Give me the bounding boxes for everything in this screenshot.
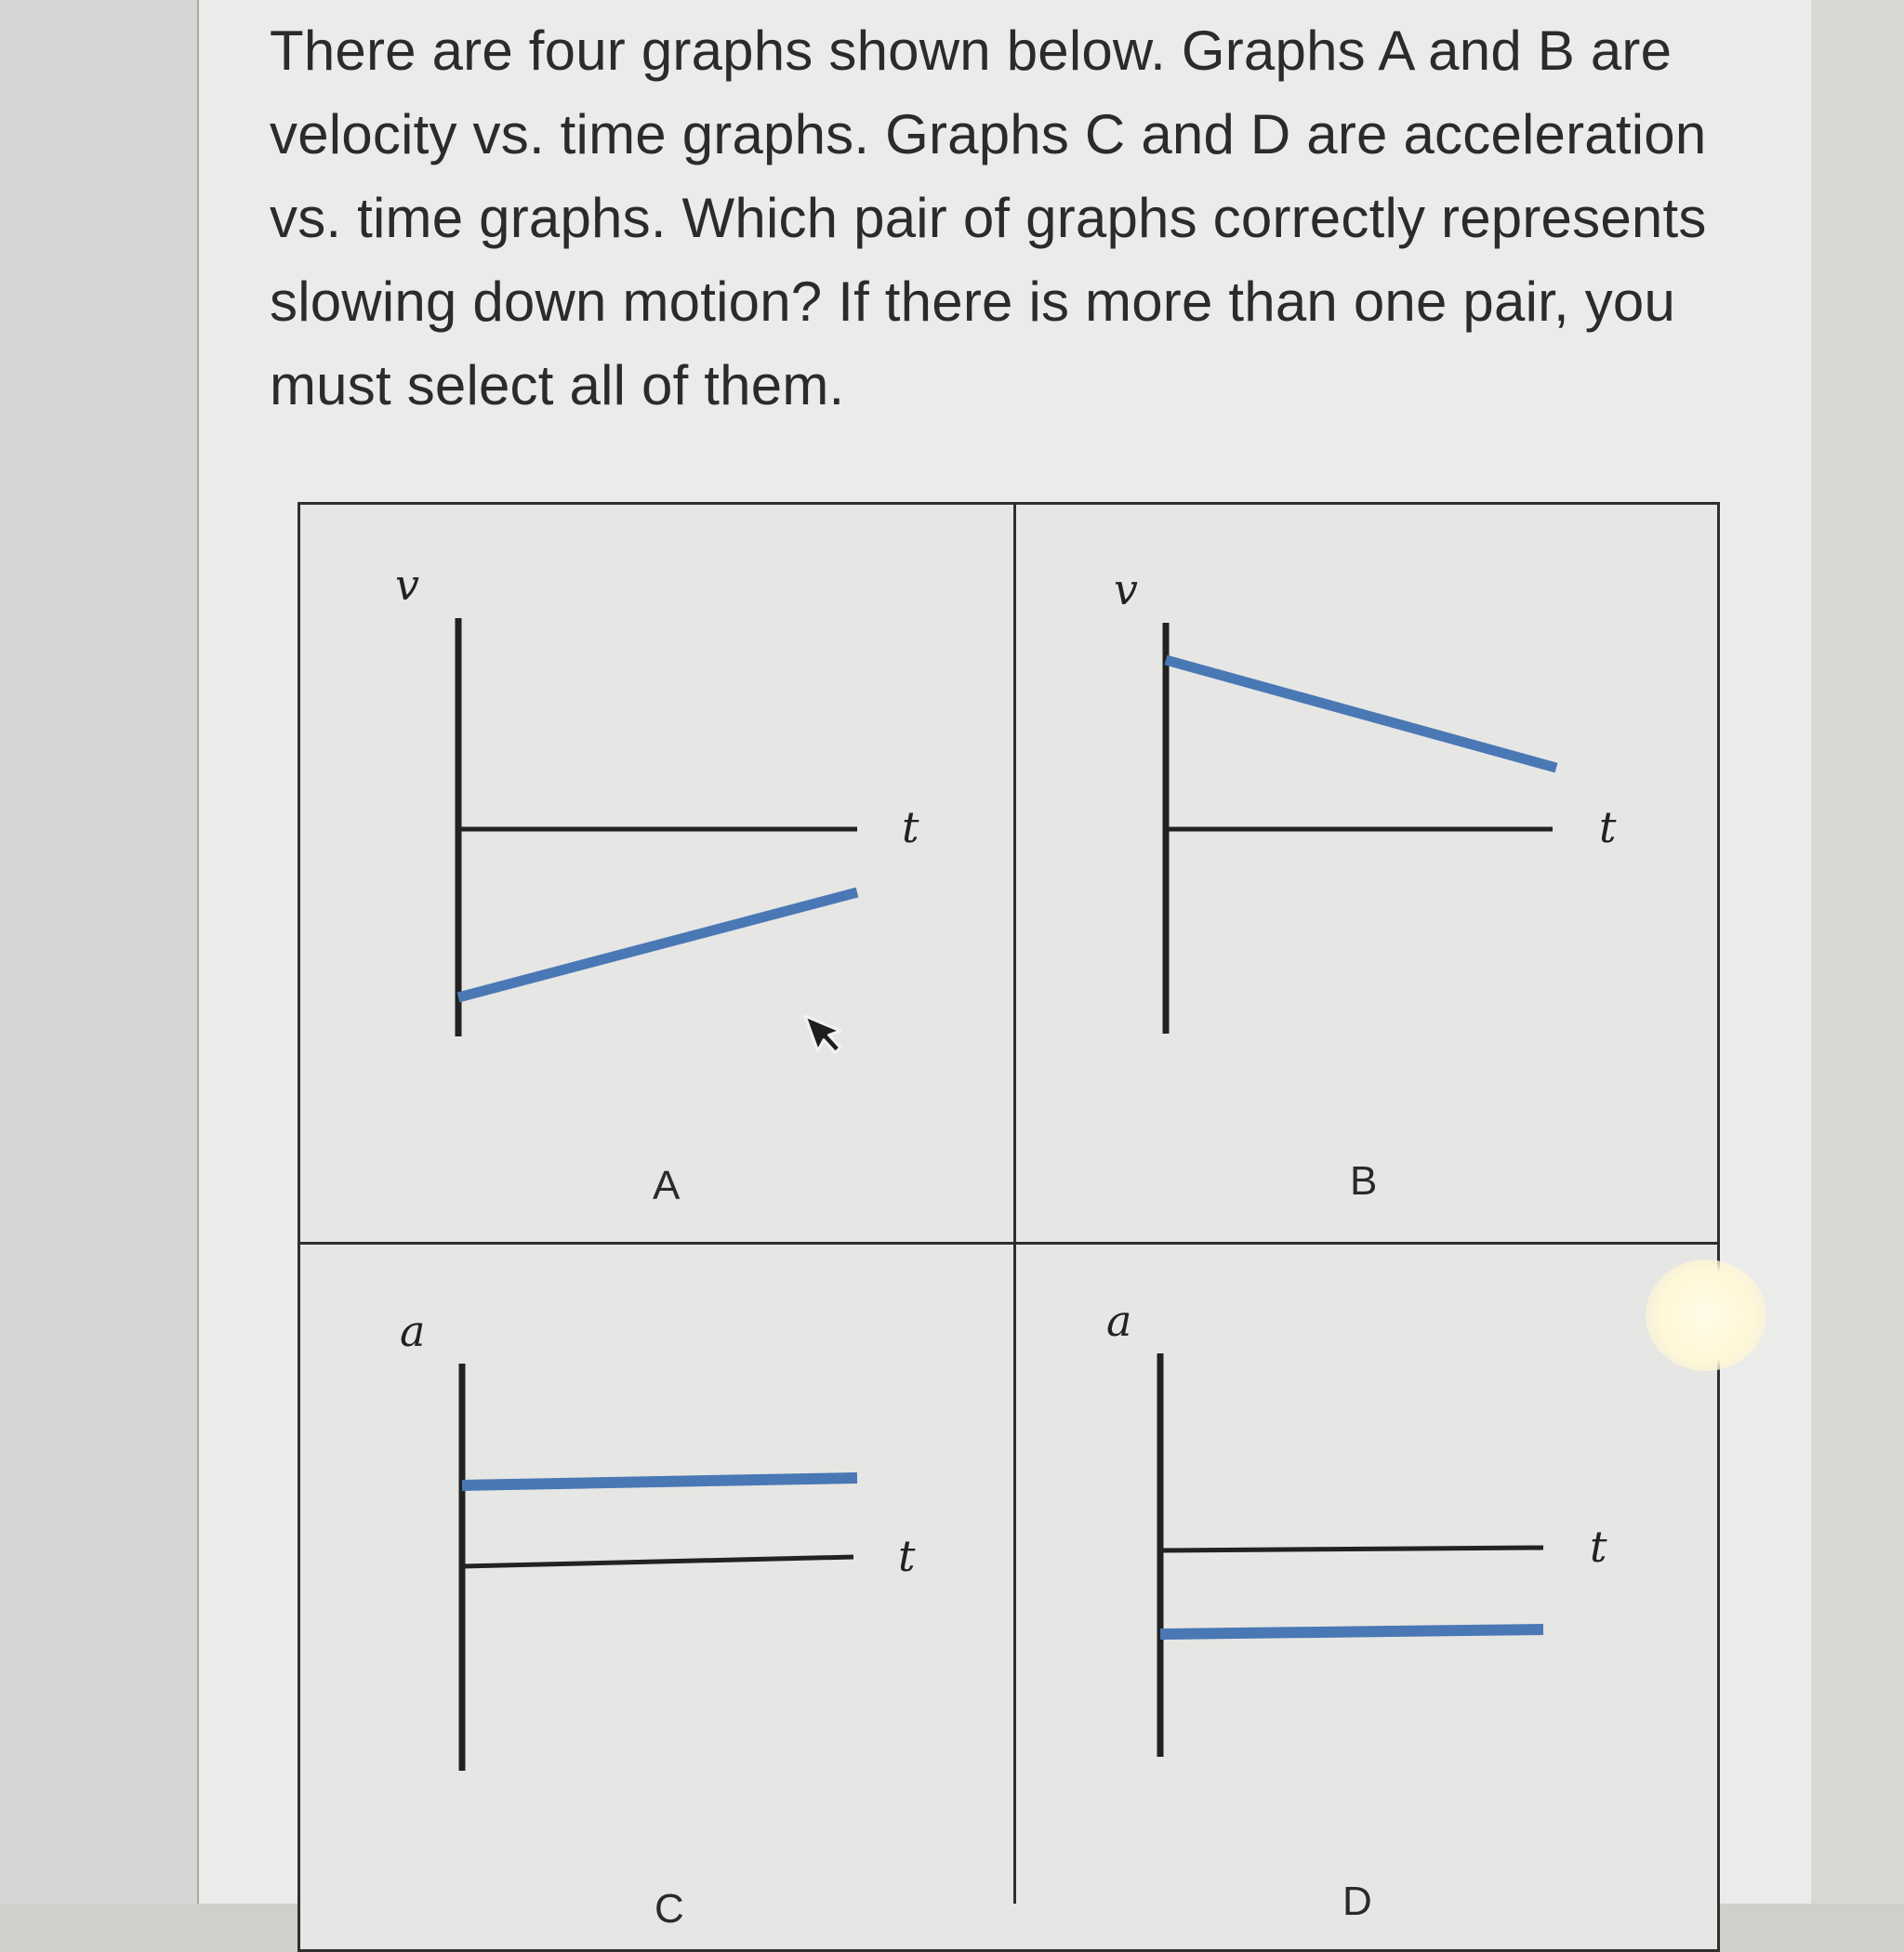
- graph-d-x-label: t: [1590, 1522, 1607, 1572]
- graph-d-panel-label: D: [1342, 1879, 1372, 1924]
- screen-glare: [1646, 1260, 1766, 1371]
- graph-c-x-axis: [462, 1557, 853, 1566]
- mouse-pointer-icon: [805, 1007, 847, 1058]
- graph-c-data-line: [462, 1478, 857, 1485]
- graph-c-x-label: t: [898, 1531, 916, 1581]
- graph-a-x-label: t: [902, 802, 919, 852]
- graph-d-y-label: a: [1106, 1296, 1132, 1346]
- graph-b-y-label: v: [1114, 564, 1138, 614]
- question-text: There are four graphs shown below. Graphs A and B are velocity vs. time graphs. Graphs C and D are acceleration vs. time graphs. Which pair of graphs correctly represents slowing down motion? If there is more than one pair, you must select all of them.: [270, 20, 1707, 416]
- graph-b-panel-label: B: [1350, 1158, 1378, 1204]
- graph-c-y-label: a: [400, 1306, 426, 1356]
- graph-a[interactable]: [395, 560, 919, 1208]
- graph-b[interactable]: [1114, 564, 1617, 1204]
- graph-a-panel-label: A: [653, 1163, 681, 1208]
- graph-b-x-label: t: [1599, 802, 1617, 852]
- graph-a-y-label: v: [395, 560, 419, 610]
- graph-b-data-line: [1166, 660, 1556, 768]
- graph-d-x-axis: [1160, 1548, 1543, 1550]
- graph-d[interactable]: [1106, 1296, 1607, 1924]
- graph-c-panel-label: C: [654, 1886, 684, 1932]
- graph-a-data-line: [458, 892, 857, 997]
- graph-d-data-line: [1160, 1629, 1543, 1634]
- graph-c[interactable]: [400, 1306, 916, 1932]
